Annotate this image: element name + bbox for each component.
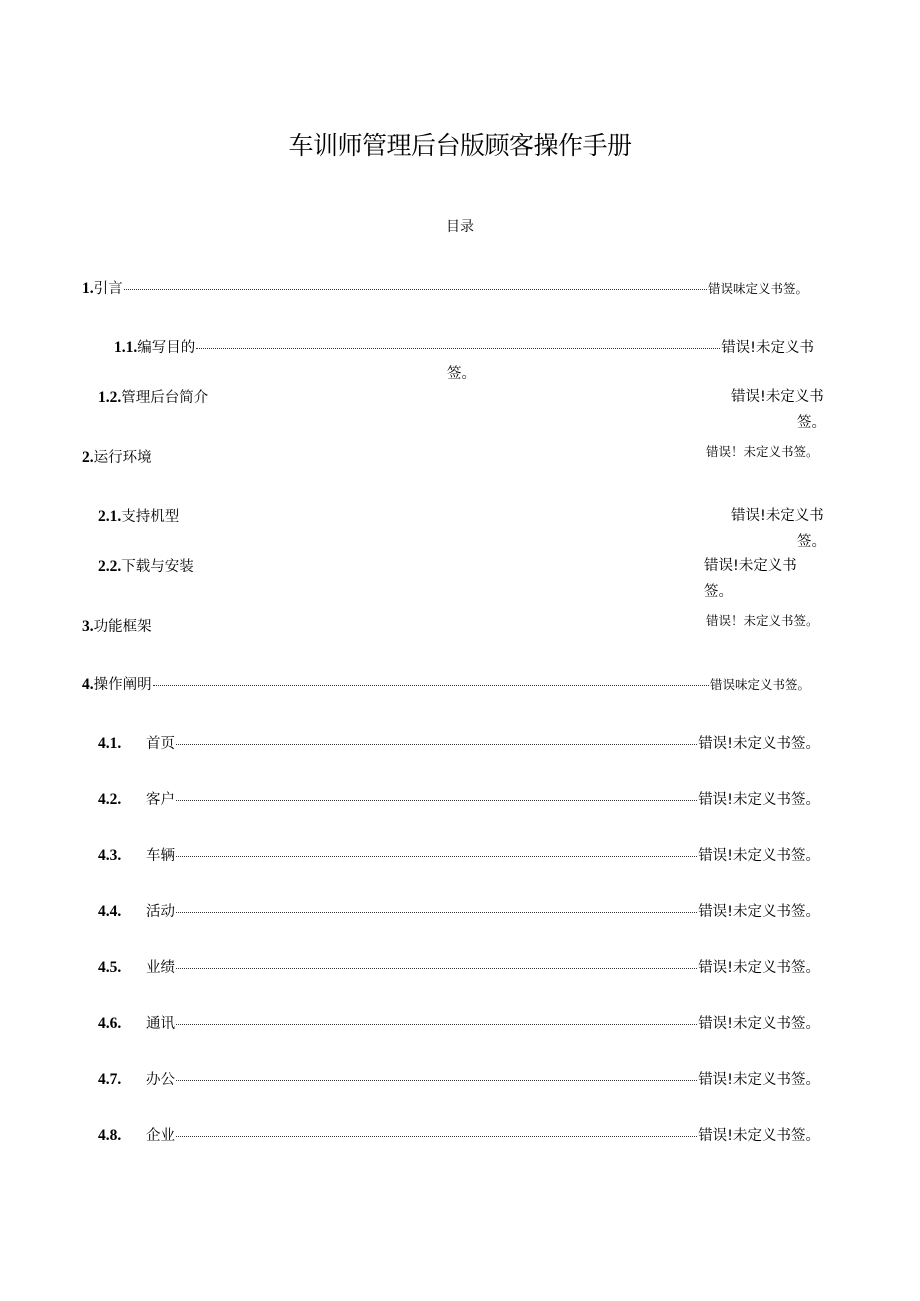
toc-entry-ref: 错误味定义书签。 (707, 281, 808, 296)
toc-entry-number: 2.1. (98, 508, 122, 525)
toc-entry-4-5[interactable] (98, 957, 820, 979)
toc-entry-label: 办公 (146, 1072, 175, 1088)
toc-entry-number: 3. (82, 618, 94, 635)
toc-entry-number: 4.5. (98, 959, 122, 976)
toc-entry-label: 编写目的 (137, 340, 196, 356)
toc-entry-1[interactable] (82, 278, 808, 300)
dot-leader (153, 675, 709, 686)
toc-entry-ref: 错误!未定义书签。 (698, 1072, 820, 1088)
toc-entry-label: 业绩 (146, 960, 175, 976)
toc-entry-label: 企业 (146, 1128, 175, 1144)
toc-entry-4-8[interactable] (98, 1125, 820, 1147)
toc-entry-label: 引言 (93, 281, 123, 297)
dot-leader (176, 790, 697, 801)
toc-entry-label: 运行环境 (93, 450, 152, 466)
toc-entry-number: 1.1. (114, 339, 138, 356)
toc-entry-ref-wrap: 签。 (797, 534, 826, 550)
toc-entry-number: 4.1. (98, 735, 122, 752)
toc-entry-number: 2. (82, 449, 94, 466)
toc-entry-ref-wrap: 签。 (704, 584, 733, 600)
toc-entry-number: 4.8. (98, 1127, 122, 1144)
toc-entry-2-1[interactable] (98, 505, 179, 528)
toc-entry-ref: 错误!未定义书签。 (698, 1128, 820, 1144)
dot-leader (176, 1014, 697, 1025)
dot-leader (176, 846, 697, 857)
toc-entry-number: 1. (82, 280, 94, 297)
toc-entry-label: 车辆 (146, 848, 175, 864)
toc-entry-ref: 错误!未定义书 (731, 508, 824, 524)
toc-heading: 目录 (446, 219, 474, 235)
toc-entry-ref: 错误!未定义书 (721, 340, 814, 356)
toc-entry-ref: 错误!未定义书签。 (698, 792, 820, 808)
dot-leader (176, 734, 697, 745)
toc-entry-label: 管理后台简介 (121, 390, 209, 406)
toc-entry-number: 2.2. (98, 558, 122, 575)
toc-entry-number: 4. (82, 676, 94, 693)
toc-entry-3[interactable] (82, 615, 152, 638)
toc-entry-number: 1.2. (98, 389, 122, 406)
toc-entry-label: 功能框架 (93, 619, 152, 635)
toc-entry-ref: 错误!未定义书签。 (698, 960, 820, 976)
toc-entry-label: 客户 (146, 792, 175, 808)
toc-entry-ref-wrap: 签。 (447, 366, 476, 382)
toc-entry-ref: 错误!未定义书签。 (698, 1016, 820, 1032)
toc-entry-number: 4.3. (98, 847, 122, 864)
toc-entry-ref: 错误!未定义书签。 (698, 904, 820, 920)
dot-leader (176, 1070, 697, 1081)
toc-entry-2-2[interactable] (98, 555, 194, 578)
toc-entry-ref: 错误味定义书签。 (709, 677, 810, 692)
dot-leader (176, 902, 697, 913)
toc-entry-4-6[interactable] (98, 1013, 820, 1035)
toc-entry-label: 下载与安装 (121, 559, 194, 575)
dot-leader (176, 958, 697, 969)
toc-entry-2[interactable] (82, 446, 152, 469)
toc-entry-4-4[interactable] (98, 901, 820, 923)
toc-entry-number: 4.7. (98, 1071, 122, 1088)
toc-entry-ref: 错误!未定义书签。 (698, 848, 820, 864)
toc-entry-4-7[interactable] (98, 1069, 820, 1091)
document-title: 车训师管理后台版顾客操作手册 (288, 131, 632, 160)
toc-entry-number: 4.6. (98, 1015, 122, 1032)
toc-entry-ref: 错误!未定义书 (731, 389, 824, 405)
toc-entry-label: 操作阐明 (93, 677, 152, 693)
toc-entry-4-2[interactable] (98, 789, 820, 811)
toc-entry-4-3[interactable] (98, 845, 820, 867)
toc-entry-ref-wrap: 签。 (797, 415, 826, 431)
toc-entry-number: 4.4. (98, 903, 122, 920)
dot-leader (176, 1126, 697, 1137)
toc-entry-label: 通讯 (146, 1016, 175, 1032)
toc-entry-ref: 错误！未定义书签。 (706, 444, 819, 459)
toc-entry-1-2[interactable] (98, 386, 208, 409)
toc-entry-4-1[interactable] (98, 733, 820, 755)
dot-leader (124, 279, 707, 290)
toc-entry-number: 4.2. (98, 791, 122, 808)
toc-entry-4[interactable] (82, 674, 810, 696)
toc-entry-1-1[interactable] (114, 337, 814, 359)
dot-leader (196, 338, 720, 349)
toc-entry-label: 支持机型 (121, 509, 180, 525)
toc-entry-label: 活动 (146, 904, 175, 920)
toc-entry-ref: 错误!未定义书 (704, 558, 797, 574)
toc-entry-ref: 错误!未定义书签。 (698, 736, 820, 752)
toc-entry-ref: 错误！未定义书签。 (706, 613, 819, 628)
toc-entry-label: 首页 (146, 736, 175, 752)
